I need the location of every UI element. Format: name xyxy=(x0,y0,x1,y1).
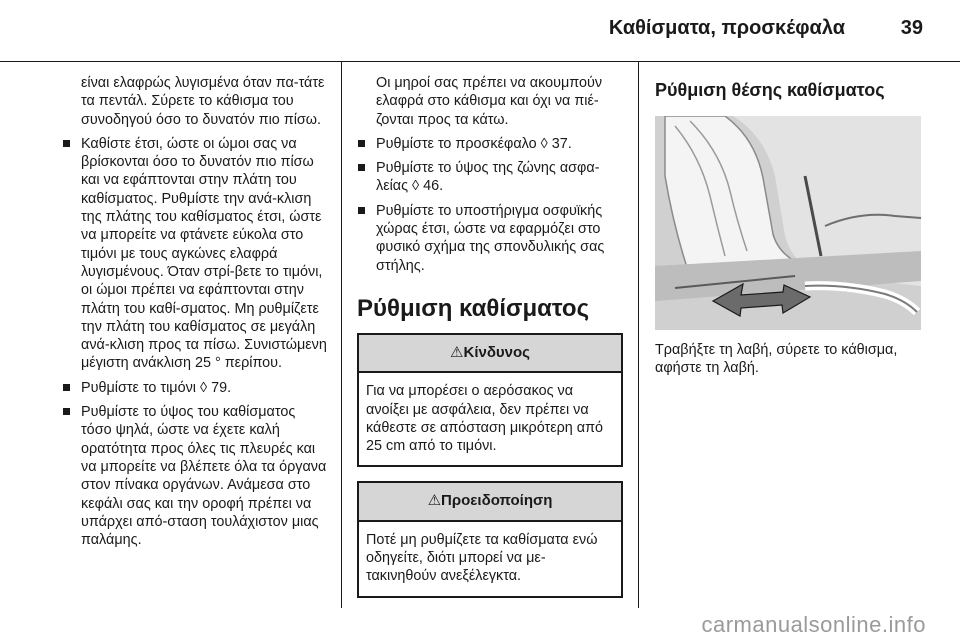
bullet-icon xyxy=(63,384,70,391)
watermark xyxy=(0,608,960,642)
danger-text: Για να μπορέσει ο αερόσακος να ανοίξει με ασφάλεια, δεν πρέπει να κάθεστε σε απόσταση μικρότερη από 25 cm από το τιμόνι. xyxy=(366,383,604,455)
page-header xyxy=(0,0,960,62)
list-item: Ρυθμίστε το ύψος της ζώνης ασφα-λείας ◊ 46. xyxy=(357,159,623,196)
section-title: Ρύθμιση καθίσματος xyxy=(357,294,590,322)
bullet-icon xyxy=(63,140,70,147)
warning-box xyxy=(357,481,623,597)
danger-box xyxy=(357,333,623,467)
column-divider-1 xyxy=(341,62,342,608)
page-title: Καθίσματα, προσκέφαλα xyxy=(608,17,845,39)
page-number: 39 xyxy=(900,17,923,39)
header-divider xyxy=(0,61,960,62)
figure-caption: Τραβήξτε τη λαβή, σύρετε το κάθισμα, αφήστε τη λαβή. xyxy=(655,342,898,377)
column-3 xyxy=(655,74,925,378)
list-item: Καθίστε έτσι, ώστε οι ώμοι σας να βρίσκονται όσο το δυνατόν πιο πίσω και να εφάπτονται στην πλάτη του καθίσματος. Ρυθμίστε την ανά-κλιση της πλάτης του καθίσματος έτσι, ώστε να μπορείτε να φτάνετε εύκολα στο τιμόνι με τους αγκώνες ελαφρά λυγισμένους. Όταν στρί-βετε το τιμόνι, οι ώμοι πρέπει να εφάπτονται στην πλάτη του καθί-σματος. Μη ρυθμίζετε την πλάτη του καθίσματος σε μεγάλη ανά-κλιση προς τα πίσω. Συνιστώμενη μέγιστη ανάκλιση 25 ° περίπου. xyxy=(62,135,328,373)
warning-title: Προειδοποίηση xyxy=(441,492,553,510)
seat-adjustment-illustration xyxy=(655,116,921,330)
list-item: Ρυθμίστε το προσκέφαλο ◊ 37. xyxy=(357,135,623,153)
danger-title: Κίνδυνος xyxy=(463,343,530,361)
column-divider-2 xyxy=(638,62,639,608)
list-item: Ρυθμίστε το ύψος του καθίσματος τόσο ψηλά, ώστε να έχετε καλή ορατότητα προς όλες τις πλευρές και να μπορείτε να βλέπετε όλα τα όργανα στον πίνακα οργάνων. Ανάμεσα στο κεφάλι σας και την οροφή πρέπει να υπάρχει από-σταση τουλάχιστον μιας παλάμης. xyxy=(62,403,328,549)
warning-triangle-icon: ⚠ xyxy=(450,343,464,361)
warning-triangle-icon: ⚠ xyxy=(427,492,442,510)
paragraph: είναι ελαφρώς λυγισμένα όταν πα-τάτε τα πεντάλ. Σύρετε το κάθισμα του συνοδηγού όσο το δυνατόν πιο πίσω. xyxy=(81,75,325,128)
seat-illustration-svg xyxy=(655,116,921,330)
bullet-icon xyxy=(358,207,365,214)
watermark-text: carmanualsonline.info xyxy=(701,612,926,637)
paragraph: Οι μηροί σας πρέπει να ακουμπούν ελαφρά στο κάθισμα και όχι να πιέ-ζονται προς τα κάτω. xyxy=(376,75,603,128)
list-item: Ρυθμίστε το υποστήριγμα οσφυϊκής χώρας έτσι, ώστε να εφαρμόζει στο φυσικό σχήμα της σπονδυλικής σας στήλης. xyxy=(357,202,623,275)
warning-text: Ποτέ μη ρυθμίζετε τα καθίσματα ενώ οδηγείτε, διότι μπορεί να με-τακινηθούν ανεξέλεγκτα. xyxy=(366,531,598,585)
column-1 xyxy=(62,74,328,555)
list-item: Ρυθμίστε το τιμόνι ◊ 79. xyxy=(62,379,328,397)
danger-header xyxy=(359,335,621,373)
subsection-title: Ρύθμιση θέσης καθίσματος xyxy=(655,80,885,100)
bullet-icon xyxy=(358,164,365,171)
column-2 xyxy=(357,74,623,612)
warning-header xyxy=(359,483,621,521)
bullet-icon xyxy=(63,408,70,415)
bullet-icon xyxy=(358,140,365,147)
